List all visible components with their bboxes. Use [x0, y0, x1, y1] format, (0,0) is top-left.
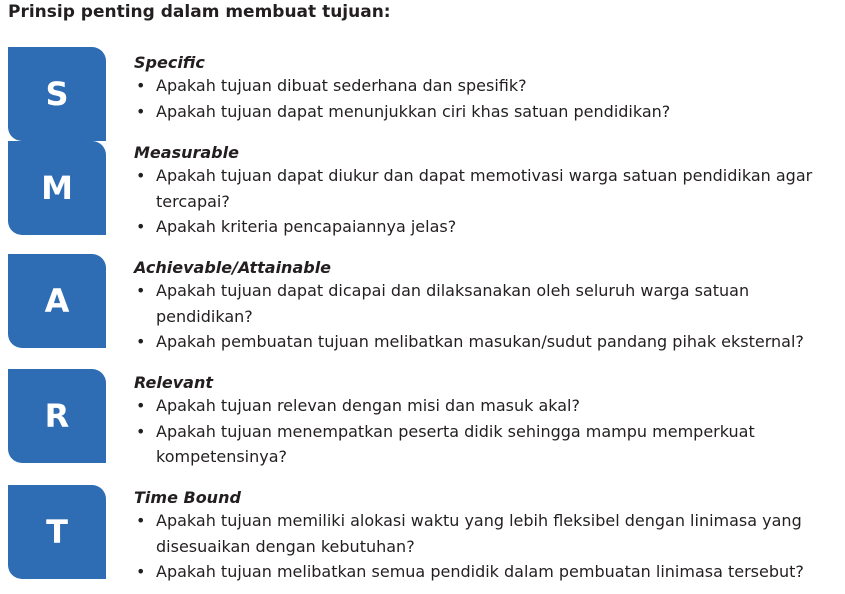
bullet-item	[134, 214, 839, 240]
bullet-item	[134, 329, 839, 355]
criterion-content	[134, 143, 839, 240]
bullet-text: Apakah tujuan dibuat sederhana dan spesifik?	[156, 76, 527, 95]
bullet-text: Apakah tujuan memiliki alokasi waktu yang lebih fleksibel dengan linimasa yang disesuaikan dengan kebutuhan?	[156, 511, 802, 556]
letter-box-r: R	[8, 369, 106, 463]
letter-box-s: S	[8, 47, 106, 141]
bullet-dot-icon: •	[136, 101, 146, 121]
bullet-item	[134, 99, 839, 125]
bullet-text: Apakah tujuan menempatkan peserta didik sehingga mampu memperkuat kompetensinya?	[156, 421, 755, 466]
criterion-title: Specific	[134, 53, 205, 72]
letter-box-m: M	[8, 141, 106, 235]
bullet-dot-icon: •	[136, 76, 146, 95]
criterion-content	[134, 373, 839, 470]
bullet-item	[134, 73, 839, 99]
bullet-text: Apakah tujuan dapat dicapai dan dilaksanakan oleh seluruh warga satuan pendidikan?	[156, 281, 750, 326]
bullet-dot-icon: •	[136, 396, 146, 415]
bullet-list	[134, 278, 839, 355]
bullet-item	[134, 393, 839, 419]
criterion-title: Time Bound	[134, 488, 241, 507]
bullet-list	[134, 73, 839, 124]
bullet-text: Apakah tujuan dapat menunjukkan ciri khas satuan pendidikan?	[156, 101, 671, 121]
page-heading: Prinsip penting dalam membuat tujuan:	[8, 2, 391, 22]
bullet-item	[134, 278, 839, 329]
bullet-text: Apakah tujuan melibatkan semua pendidik dalam pembuatan linimasa tersebut?	[156, 562, 804, 581]
criterion-title: Relevant	[134, 373, 213, 392]
bullet-text: Apakah tujuan dapat diukur dan dapat memotivasi warga satuan pendidikan agar tercapai?	[156, 166, 813, 211]
bullet-dot-icon: •	[136, 281, 146, 300]
bullet-dot-icon: •	[136, 511, 146, 530]
bullet-list	[134, 508, 839, 585]
bullet-dot-icon: •	[136, 421, 146, 441]
letter-box-a: A	[8, 254, 106, 348]
letter-box-t: T	[8, 485, 106, 579]
bullet-dot-icon: •	[136, 562, 146, 581]
criterion-title: Achievable/Attainable	[134, 258, 332, 277]
bullet-text: Apakah kriteria pencapaiannya jelas?	[156, 217, 457, 236]
bullet-item	[134, 419, 839, 470]
criterion-title: Measurable	[134, 143, 239, 162]
bullet-text: Apakah tujuan relevan dengan misi dan masuk akal?	[156, 396, 580, 415]
bullet-item	[134, 508, 839, 559]
criterion-content	[134, 53, 839, 124]
bullet-item	[134, 163, 839, 214]
bullet-item	[134, 559, 839, 585]
bullet-dot-icon: •	[136, 217, 146, 236]
criterion-content	[134, 258, 839, 355]
bullet-list	[134, 393, 839, 470]
bullet-list	[134, 163, 839, 240]
criterion-content	[134, 488, 839, 585]
bullet-dot-icon: •	[136, 166, 146, 185]
bullet-dot-icon: •	[136, 332, 146, 351]
bullet-text: Apakah pembuatan tujuan melibatkan masukan/sudut pandang pihak eksternal?	[156, 332, 804, 351]
